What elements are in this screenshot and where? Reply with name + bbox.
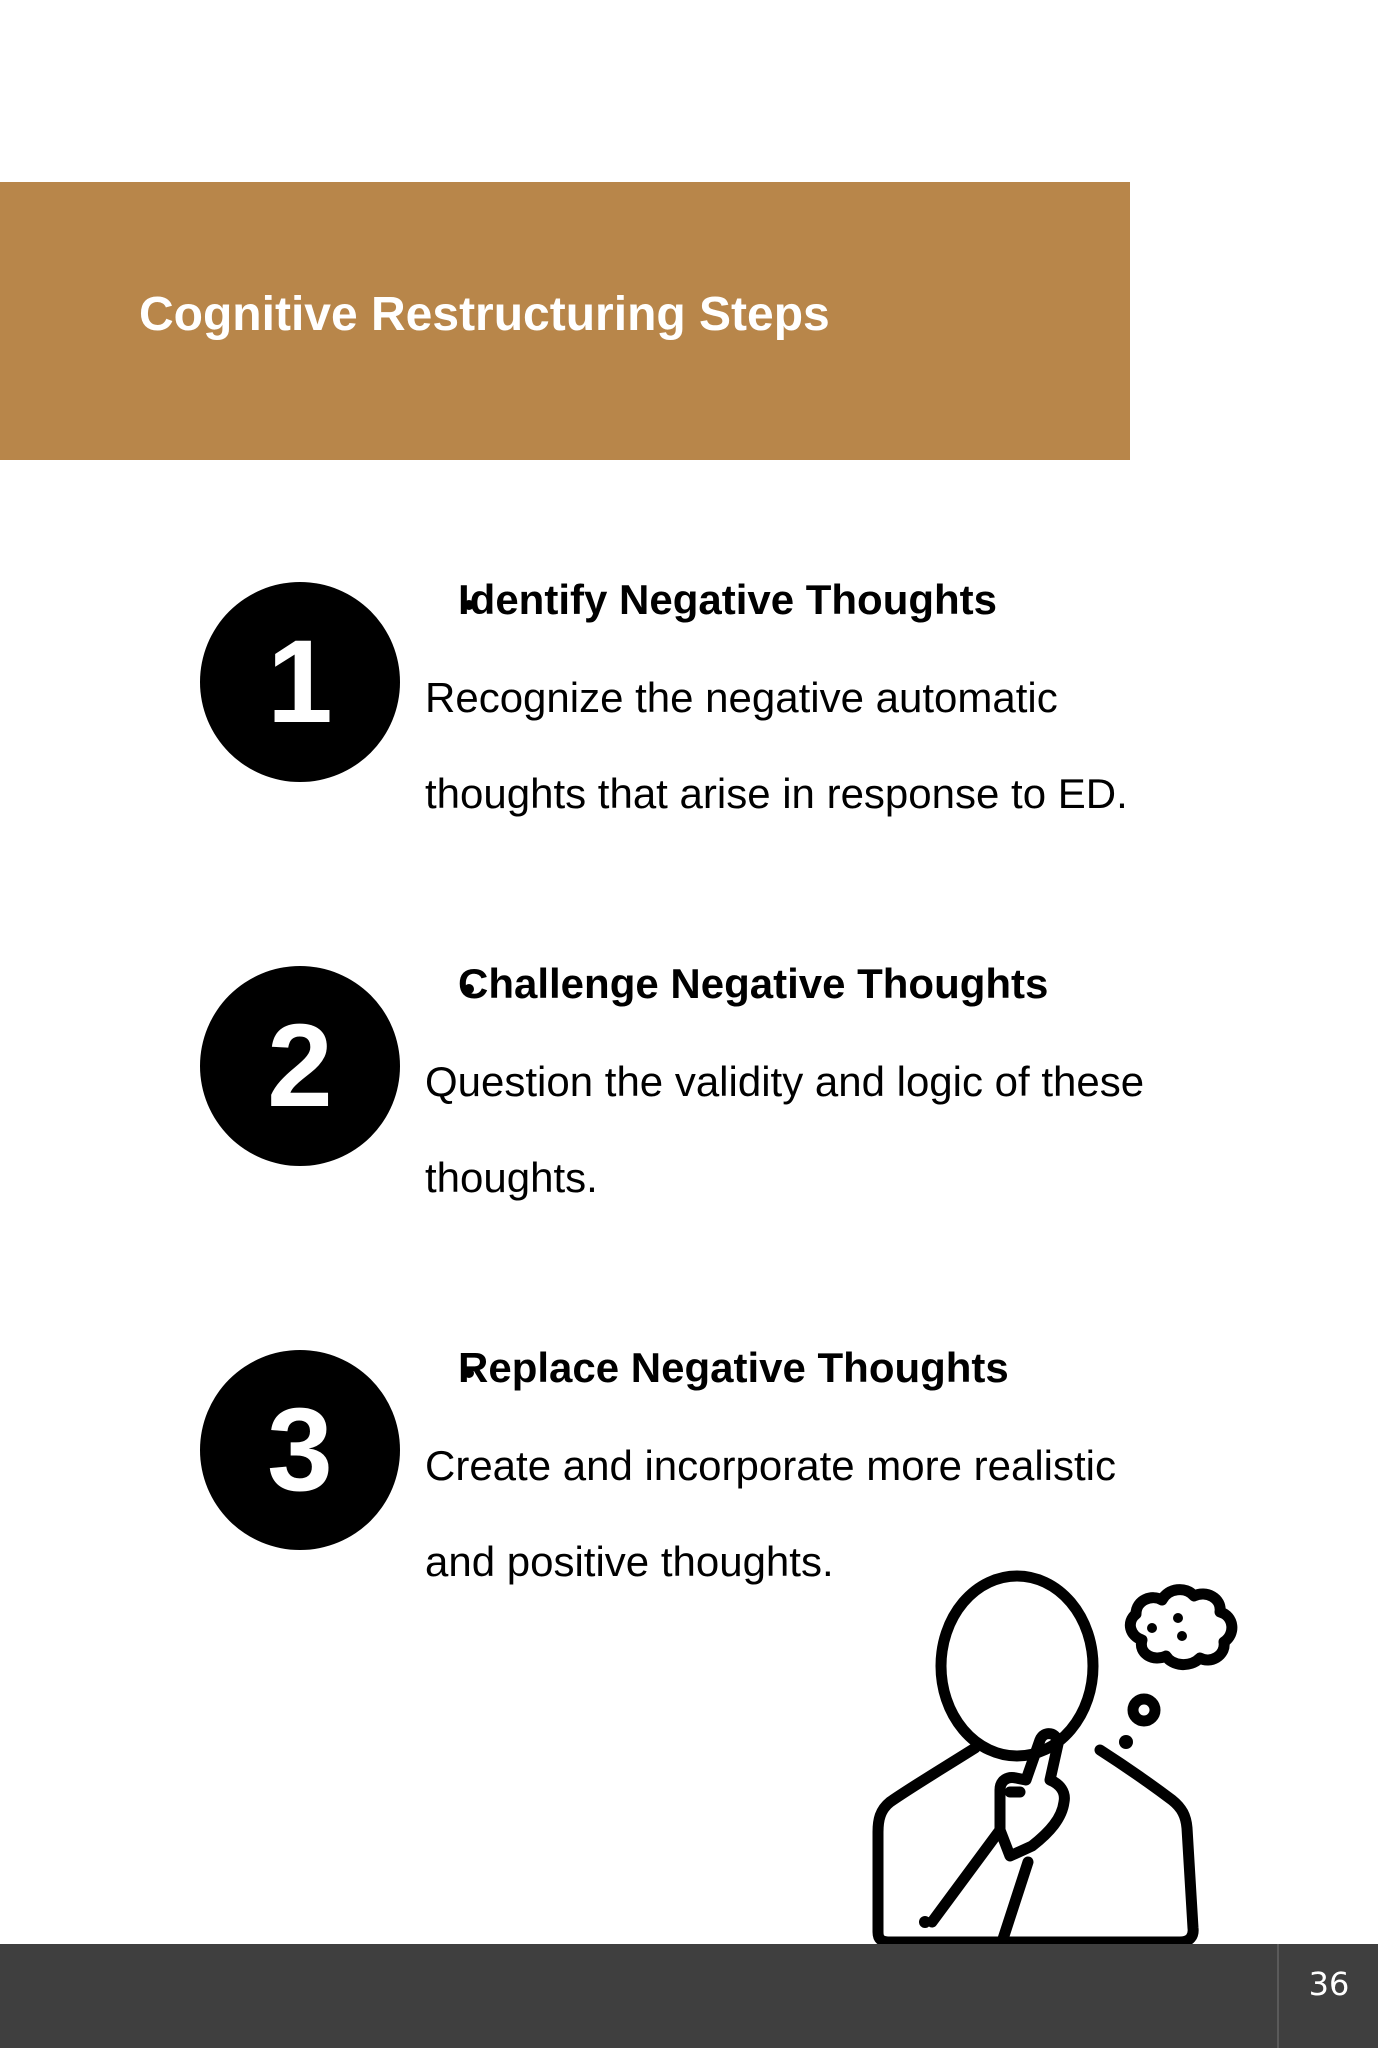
page-title: Cognitive Restructuring Steps — [139, 288, 830, 341]
step-heading: Replace Negative Thoughts — [458, 1344, 1009, 1391]
step-description-line: Create and incorporate more realistic — [425, 1442, 1116, 1489]
step-item — [0, 560, 1378, 820]
step-description-line: Question the validity and logic of these — [425, 1058, 1145, 1105]
step-description-line: and positive thoughts. — [425, 1538, 834, 1585]
step-heading: Challenge Negative Thoughts — [458, 960, 1049, 1007]
thinking-person-icon — [860, 1570, 1250, 1950]
footer-bar — [0, 1944, 1378, 2048]
step-description — [425, 650, 1225, 842]
page-number: 36 — [1308, 1965, 1350, 2003]
footer-divider — [1277, 1944, 1279, 2048]
step-number-badge: 3 — [200, 1350, 400, 1550]
step-heading: Identify Negative Thoughts — [458, 576, 998, 623]
step-description-line: thoughts that arise in response to ED. — [425, 770, 1128, 817]
step-number-badge: 2 — [200, 966, 400, 1166]
step-description-line: thoughts. — [425, 1154, 598, 1201]
step-description-line: Recognize the negative automatic — [425, 674, 1058, 721]
step-item — [0, 944, 1378, 1204]
step-description — [425, 1034, 1225, 1226]
step-number-badge: 1 — [200, 582, 400, 782]
step-item — [0, 1328, 1378, 1588]
